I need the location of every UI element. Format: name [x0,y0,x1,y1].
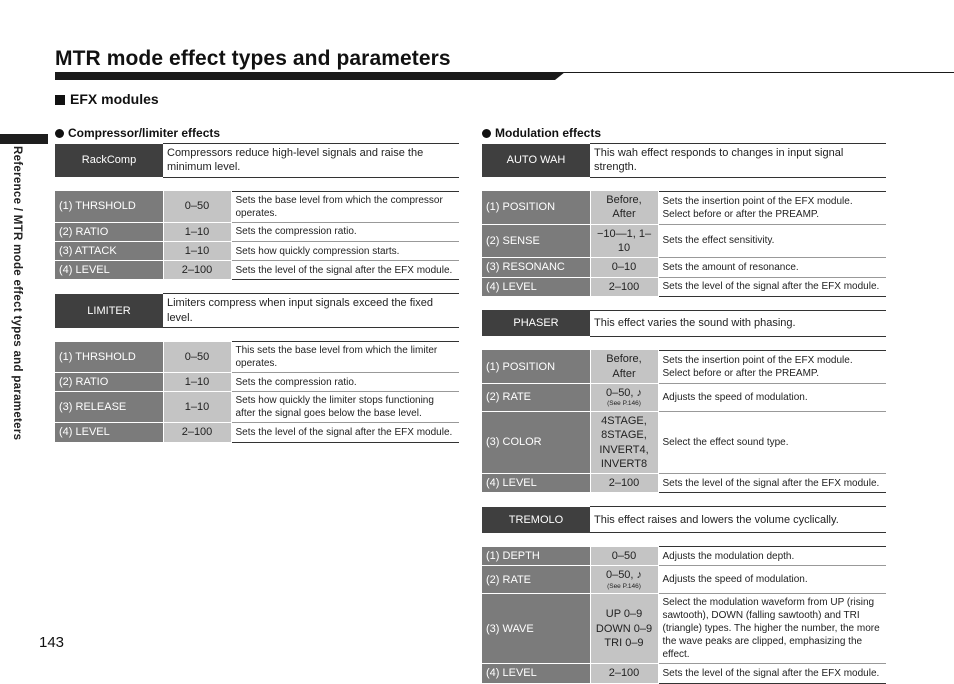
param-row [55,342,459,373]
modulation-table [482,143,886,684]
param-row [482,350,886,383]
param-name: (4) LEVEL [55,261,163,280]
param-explanation: Sets the base level from which the compressor operates. [231,191,459,222]
param-explanation: Sets the amount of resonance. [658,258,886,277]
param-explanation: Sets the level of the signal after the EFX module. [231,423,459,442]
param-name: (1) DEPTH [482,547,590,566]
effect-description: This effect raises and lowers the volume cyclically. [590,507,886,533]
param-name: (4) LEVEL [482,664,590,683]
compressor-table [55,143,459,443]
param-explanation: Sets the level of the signal after the EFX module. [658,664,886,683]
param-explanation: This sets the base level from which the limiter operates. [231,342,459,373]
param-name: (3) COLOR [482,411,590,473]
param-range: 1–10 [163,222,231,241]
param-range: 0–50 [163,191,231,222]
page-title: MTR mode effect types and parameters [55,47,451,70]
effect-description: Compressors reduce high-level signals and raise the minimum level. [163,144,459,178]
param-name: (3) ATTACK [55,241,163,260]
side-tab-marker [0,134,48,144]
param-range: 2–100 [590,664,658,683]
param-range: 0–50, ♪ (See P.146) [590,383,658,411]
param-range: 2–100 [163,261,231,280]
param-explanation: Select the effect sound type. [658,411,886,473]
param-row [482,277,886,296]
param-range: Before, After [590,350,658,383]
effect-name: PHASER [482,310,590,336]
param-range: 2–100 [590,474,658,493]
param-explanation: Sets the compression ratio. [231,222,459,241]
param-name: (1) THRSHOLD [55,191,163,222]
param-explanation: Sets the effect sensitivity. [658,224,886,258]
param-range: 0–50 [590,547,658,566]
modulation-heading: Modulation effects [482,126,601,140]
param-name: (2) RATE [482,383,590,411]
param-name: (1) POSITION [482,350,590,383]
param-range: 4STAGE, 8STAGE, INVERT4, INVERT8 [590,411,658,473]
param-name: (4) LEVEL [55,423,163,442]
side-tab-label: Reference / MTR mode effect types and parameters [11,146,23,441]
param-name: (3) WAVE [482,594,590,664]
param-explanation: Sets the level of the signal after the EFX module. [658,474,886,493]
param-explanation: Sets the level of the signal after the EFX module. [658,277,886,296]
effect-description: This effect varies the sound with phasing. [590,310,886,336]
param-name: (4) LEVEL [482,277,590,296]
param-row [55,261,459,280]
param-name: (3) RELEASE [55,392,163,423]
title-underline [55,72,954,80]
circle-bullet-icon [482,129,491,138]
param-range: 0–10 [590,258,658,277]
param-name: (2) RATE [482,566,590,594]
effect-row-tremolo [482,507,886,533]
param-name: (3) RESONANC [482,258,590,277]
param-name: (1) THRSHOLD [55,342,163,373]
param-range: UP 0–9 DOWN 0–9 TRI 0–9 [590,594,658,664]
param-explanation: Sets the insertion point of the EFX module. Select before or after the PREAMP. [658,350,886,383]
effect-name: RackComp [55,144,163,178]
effect-description: Limiters compress when input signals exceed the fixed level. [163,294,459,328]
param-explanation: Sets the level of the signal after the EFX module. [231,261,459,280]
circle-bullet-icon [55,129,64,138]
param-row [55,423,459,442]
param-row [482,224,886,258]
compressor-heading: Compressor/limiter effects [55,126,220,140]
param-row [482,664,886,683]
param-row [55,392,459,423]
param-explanation: Sets the insertion point of the EFX module. Select before or after the PREAMP. [658,191,886,224]
param-range: 2–100 [590,277,658,296]
param-row [55,191,459,222]
param-explanation: Sets how quickly compression starts. [231,241,459,260]
param-range: 1–10 [163,392,231,423]
effect-description: This wah effect responds to changes in input signal strength. [590,144,886,178]
square-bullet-icon [55,95,65,105]
effect-row-phaser [482,310,886,336]
param-name: (2) SENSE [482,224,590,258]
effect-name: LIMITER [55,294,163,328]
param-row [482,594,886,664]
param-row [482,411,886,473]
param-row [482,383,886,411]
param-explanation: Adjusts the modulation depth. [658,547,886,566]
effect-row-limiter [55,294,459,328]
param-row [482,566,886,594]
param-row [482,191,886,224]
param-row [55,373,459,392]
param-range: 1–10 [163,373,231,392]
param-row [482,474,886,493]
param-range: 0–50 [163,342,231,373]
see-page-note: (See P.146) [607,400,641,408]
param-range: 2–100 [163,423,231,442]
param-explanation: Sets the compression ratio. [231,373,459,392]
see-page-note: (See P.146) [607,582,641,590]
effect-name: AUTO WAH [482,144,590,178]
param-range: 1–10 [163,241,231,260]
param-range: −10—1, 1–10 [590,224,658,258]
effect-name: TREMOLO [482,507,590,533]
effect-row-auto-wah [482,144,886,178]
param-explanation: Adjusts the speed of modulation. [658,383,886,411]
param-row [482,547,886,566]
section-heading: EFX modules [55,91,159,107]
param-name: (2) RATIO [55,373,163,392]
param-explanation: Adjusts the speed of modulation. [658,566,886,594]
param-row [55,241,459,260]
param-range: Before, After [590,191,658,224]
param-row [482,258,886,277]
param-name: (1) POSITION [482,191,590,224]
param-range: 0–50, ♪ (See P.146) [590,566,658,594]
param-name: (2) RATIO [55,222,163,241]
effect-row-rackcomp [55,144,459,178]
page-number: 143 [39,634,65,651]
param-row [55,222,459,241]
param-explanation: Select the modulation waveform from UP (rising sawtooth), DOWN (falling sawtooth) and TRI (triangle) types. The higher the number, the more the wave peaks are clipped, emphasizing the effect. [658,594,886,664]
param-name: (4) LEVEL [482,474,590,493]
param-explanation: Sets how quickly the limiter stops functioning after the signal goes below the base level. [231,392,459,423]
